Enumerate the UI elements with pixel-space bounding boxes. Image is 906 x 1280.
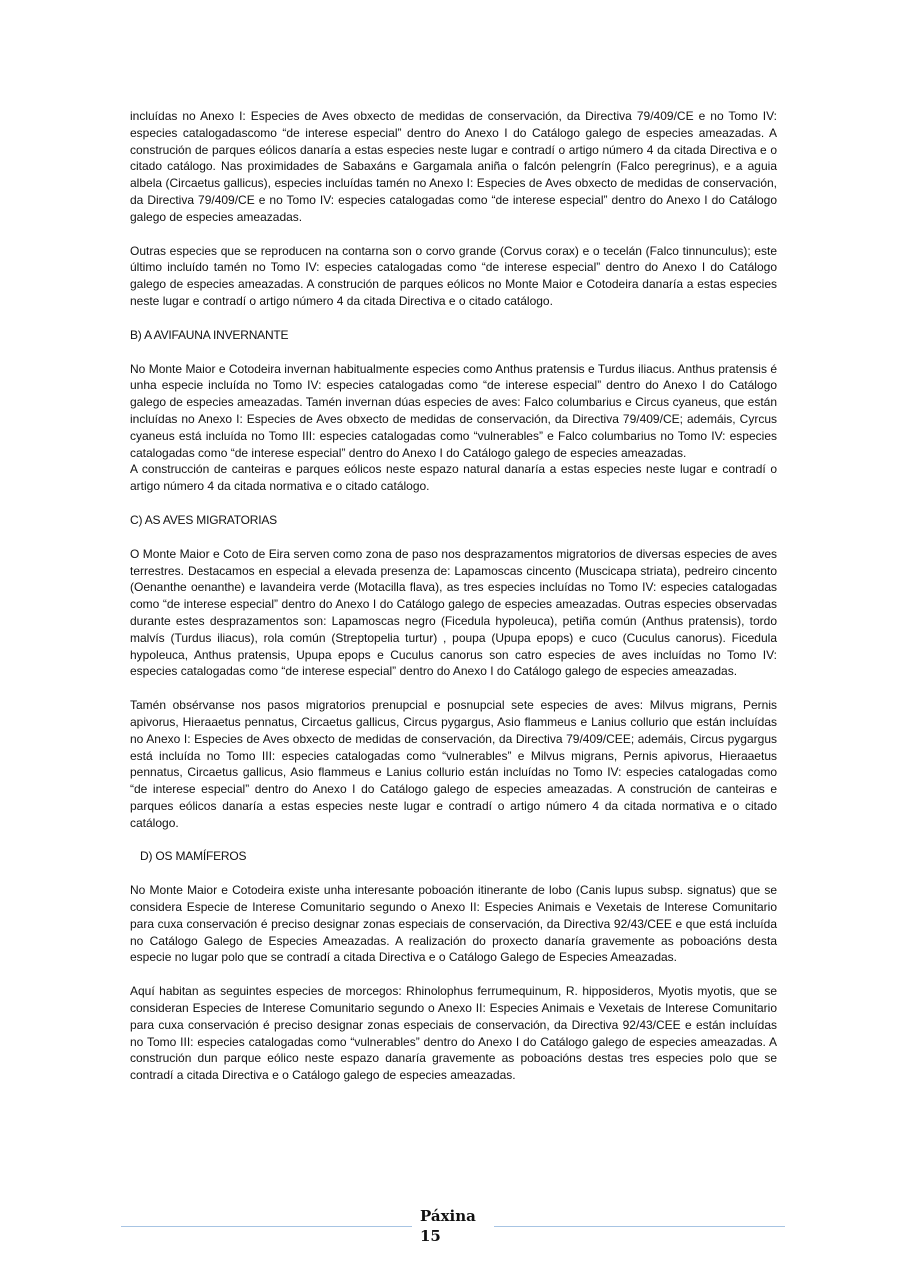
paragraph-migratory-raptors: Tamén obsérvanse nos pasos migratorios prenupcial e posnupcial sete especies de aves: Milvus migrans, Pernis apivorus, Hieraaetus pennatus, Circaetus gallicus, Circus pygargus, Asio flammeus e Lanius collurio que están incluídas no Anexo I: Especies de Aves obxecto de medidas de conservación, da Directiva 79/409/CEE; ademáis, Circus pygargus está incluída no Tomo III: especies catalogadas como “vulnerables” e Milvus migrans, Pernis apivorus, Hieraaetus pennatus, Circaetus gallicus, Asio flammeus e Lanius collurio están incluídas no Tomo IV: especies catalogadas como “de interese especial” dentro do Anexo I do Catálogo galego de especies ameazadas. A construción de canteiras e parques eólicos danaría a estas especies neste lugar e contradí o artigo número 4 da citada normativa e o citado catálogo. bbox=[130, 698, 777, 830]
page-number bbox=[420, 1206, 476, 1246]
paragraph-migratory-birds: O Monte Maior e Coto de Eira serven como zona de paso nos desprazamentos migratorios de diversas especies de aves terrestres. Destacamos en especial a elevada presenza de: Lapamoscas cincento (Muscicapa striata), pedreiro cincento (Oenanthe oenanthe) e lavandeira verde (Motacilla flava), as tres especies incluídas no Tomo IV: especies catalogadas como “de interese especial” dentro do Anexo I do Catálogo galego de especies ameazadas. Outras especies observadas durante estes desprazamentos son: Lapamoscas negro (Ficedula hypoleuca), petiña común (Anthus pratensis), tordo malvís (Turdus iliacus), rola común (Streptopelia turtur) , poupa (Upupa epops) e cuco (Cuculus canorus). Ficedula hypoleuca, Anthus pratensis, Upupa epops e Cuculus canorus son catro especies de aves incluídas no Tomo IV: especies catalogadas como “de interese especial” dentro do Anexo I do Catálogo galego de especies ameazadas. bbox=[130, 546, 777, 679]
paragraph-birds-breeding: incluídas no Anexo I: Especies de Aves obxecto de medidas de conservación, da Directiva 79/409/CE e no Tomo IV: especies catalogadascomo “de interese especial” dentro do Anexo I do Catálogo galego de especies ameazadas. A construción de parques eólicos danaría a estas especies neste lugar e contradí o artigo número 4 da citada Directiva e o citado catálogo. Nas proximidades de Sabaxáns e Gargamala aniña o falcón pelengrín (Falco peregrinus), e a aguia albela (Circaetus gallicus), especies incluídas tamén no Anexo I: Especies de Aves obxecto de medidas de conservación, da Directiva 79/409/CE e no Tomo IV: especies catalogadas como “de interese especial” dentro do Anexo I do Catálogo galego de especies ameazadas. bbox=[130, 109, 777, 224]
paragraph-wintering-birds: No Monte Maior e Cotodeira invernan habitualmente especies como Anthus pratensis e Turdus iliacus. Anthus pratensis é unha especie incluída no Tomo IV: especies catalogadas como “de interese especial” dentro do Anexo I do Catálogo galego de especies ameazadas. Tamén invernan dúas especies de aves: Falco columbarius e Circus cyaneus, que están incluídas no Anexo I: Especies de Aves obxecto de medidas de conservación, da Directiva 79/409/CE; ademáis, Cyrcus cyaneus está incluída no Tomo III: especies catalogadas como “vulnerables” e Falco columbarius no Tomo IV: especies catalogadas como “de interese especial” dentro do Anexo I do Catálogo galego de especies ameazadas. bbox=[130, 361, 777, 460]
page-word: Páxina bbox=[420, 1207, 476, 1225]
section-heading-migratory-birds: C) AS AVES MIGRATORIAS bbox=[130, 512, 277, 527]
paragraph-wintering-impact: A construcción de canteiras e parques eólicos neste espazo natural danaría a estas especies neste lugar e contradí o artigo número 4 da citada normativa e o citado catálogo. bbox=[130, 462, 777, 494]
document-body bbox=[130, 108, 777, 1101]
section-heading-wintering-birds: B) A AVIFAUNA INVERNANTE bbox=[130, 327, 289, 342]
paragraph-wolf: No Monte Maior e Cotodeira existe unha interesante poboación itinerante de lobo (Canis lupus subsp. signatus) que se considera Especie de Interese Comunitario segundo o Anexo II: Especies Animais e Vexetais de Interese Comunitario para cuxa conservación é preciso designar zonas especiais de conservación, da Directiva 92/43/CEE e que está incluída no Catálogo Galego de Especies Ameazadas. A realización do proxecto danaría gravemente as poboacións desta especie no lugar polo que se contradí a citada Directiva e o Catálogo Galego de Especies Ameazadas. bbox=[130, 883, 777, 965]
footer-rule-left bbox=[121, 1226, 412, 1227]
footer-rule-right bbox=[494, 1226, 785, 1227]
section-heading-mammals: D) OS MAMÍFEROS bbox=[140, 849, 247, 864]
paragraph-other-breeding-species: Outras especies que se reproducen na contarna son o corvo grande (Corvus corax) e o tecelán (Falco tinnunculus); este último incluído tamén no Tomo IV: especies catalogadas como “de interese especial” dentro do Anexo I do Catálogo galego de especies ameazadas. A construción de parques eólicos no Monte Maior e Cotodeira danaría a estas especies neste lugar e contradí o artigo número 4 da citada Directiva e o citado catálogo. bbox=[130, 243, 777, 308]
page-number-value: 15 bbox=[420, 1227, 441, 1245]
paragraph-bats: Aquí habitan as seguintes especies de morcegos: Rhinolophus ferrumequinum, R. hipposideros, Myotis myotis, que se consideran Especies de Interese Comunitario segundo o Anexo II: Especies Animais e Vexetais de Interese Comunitario para cuxa conservación é preciso designar zonas especiais de conservación, da Directiva 92/43/CEE e están incluídas no Tomo III: especies catalogadas como “vulnerables” dentro do Anexo I do Catálogo galego de especies ameazadas. A construción dun parque eólico neste espazo danaría gravemente as poboacións destas tres especies polo que se contradí a citada Directiva e o Catálogo galego de especies ameazadas. bbox=[130, 984, 777, 1083]
